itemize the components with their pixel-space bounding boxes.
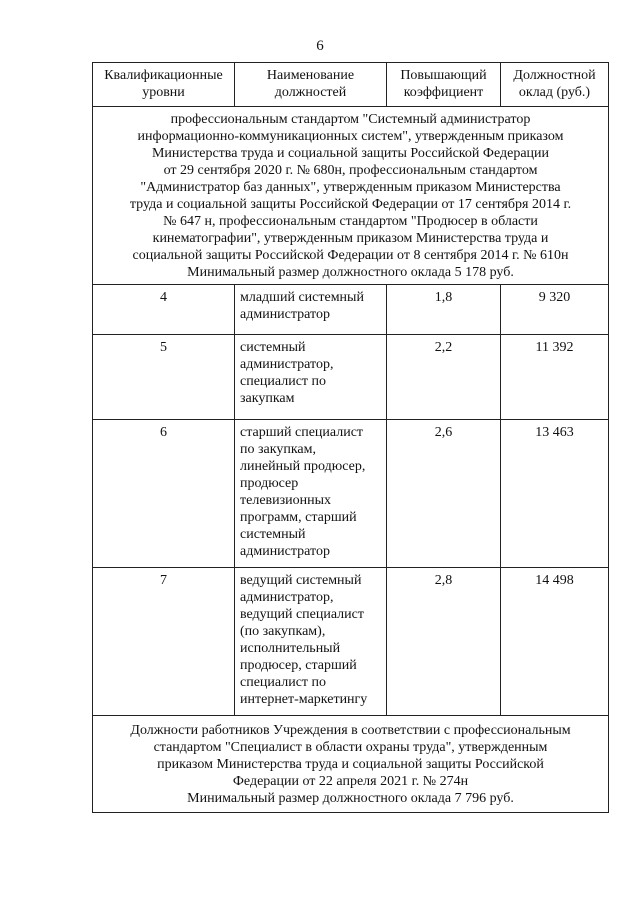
- labor-safety-text-cell: [93, 716, 609, 813]
- labor-safety-text-row: [93, 716, 609, 813]
- table-row: [93, 420, 609, 568]
- level-cell: 4: [93, 285, 235, 335]
- standards-text-cell: [93, 107, 609, 285]
- position-name-cell: ведущий системный администратор, ведущий специалист (по закупкам), исполнительный продюсер, старший специалист по интернет-маркетингу: [235, 568, 387, 716]
- text-line: Должности работников Учреждения в соответствии с профессиональным: [130, 723, 571, 738]
- position-name-cell: системный администратор, специалист по закупкам: [235, 335, 387, 420]
- salary-cell: 14 498: [501, 568, 609, 716]
- salary-cell: 11 392: [501, 335, 609, 420]
- text-line: № 647 н, профессиональным стандартом "Продюсер в области: [163, 214, 538, 229]
- level-cell: 7: [93, 568, 235, 716]
- salary-table: [92, 62, 609, 813]
- header-coefficient: Повышающий коэффициент: [387, 63, 501, 107]
- salary-cell: 13 463: [501, 420, 609, 568]
- text-line: приказом Министерства труда и социальной защиты Российской: [157, 757, 544, 772]
- text-line: социальной защиты Российской Федерации от 8 сентября 2014 г. № 610н: [132, 248, 569, 263]
- position-name-cell: младший системный администратор: [235, 285, 387, 335]
- page-number: 6: [316, 38, 324, 54]
- salary-cell: 9 320: [501, 285, 609, 335]
- min-salary-line: Минимальный размер должностного оклада 7 796 руб.: [187, 791, 514, 806]
- text-line: "Администратор баз данных", утвержденным приказом Министерства: [140, 180, 561, 195]
- level-cell: 6: [93, 420, 235, 568]
- position-name-cell: старший специалист по закупкам, линейный продюсер, продюсер телевизионных программ, старший системный администратор: [235, 420, 387, 568]
- text-line: труда и социальной защиты Российской Федерации от 17 сентября 2014 г.: [129, 197, 572, 212]
- table-row: [93, 285, 609, 335]
- standards-text-row: [93, 107, 609, 285]
- min-salary-line: Минимальный размер должностного оклада 5 178 руб.: [187, 265, 514, 280]
- header-salary: Должностной оклад (руб.): [501, 63, 609, 107]
- header-qualification-levels: Квалификационные уровни: [93, 63, 235, 107]
- header-row: [93, 63, 609, 107]
- table-row: [93, 568, 609, 716]
- text-line: Федерации от 22 апреля 2021 г. № 274н: [232, 774, 469, 789]
- text-line: профессиональным стандартом "Системный администратор: [170, 112, 531, 127]
- text-line: от 29 сентября 2020 г. № 680н, профессиональным стандартом: [163, 163, 538, 178]
- table-row: [93, 335, 609, 420]
- text-line: стандартом "Специалист в области охраны труда", утвержденным: [153, 740, 548, 755]
- text-line: Министерства труда и социальной защиты Российской Федерации: [151, 146, 550, 161]
- header-position-names: Наименование должностей: [235, 63, 387, 107]
- coefficient-cell: 1,8: [387, 285, 501, 335]
- level-cell: 5: [93, 335, 235, 420]
- coefficient-cell: 2,6: [387, 420, 501, 568]
- coefficient-cell: 2,2: [387, 335, 501, 420]
- text-line: информационно-коммуникационных систем", утвержденным приказом: [137, 129, 564, 144]
- coefficient-cell: 2,8: [387, 568, 501, 716]
- text-line: кинематографии", утвержденным приказом Министерства труда и: [152, 231, 549, 246]
